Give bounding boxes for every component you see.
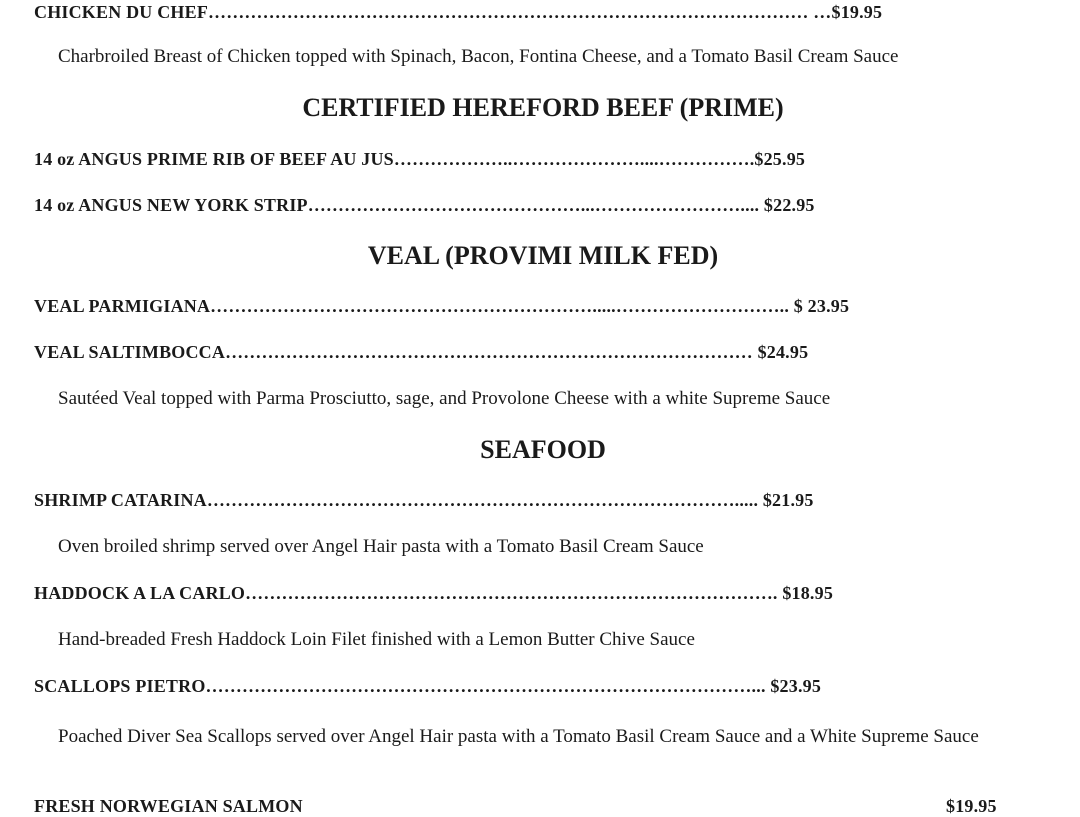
menu-item-description: Sautéed Veal topped with Parma Prosciutto, sage, and Provolone Cheese with a white Supreme Sauce bbox=[58, 388, 831, 409]
menu-item-salmon-price: $19.95 bbox=[946, 796, 997, 816]
menu-item-veal-parmigiana: VEAL PARMIGIANA……………………………………………………….....……………………….. $ 23.95 bbox=[34, 296, 850, 316]
menu-item-salmon: FRESH NORWEGIAN SALMON bbox=[34, 796, 303, 816]
menu-item-description: Charbroiled Breast of Chicken topped with Spinach, Bacon, Fontina Cheese, and a Tomato Basil Cream Sauce bbox=[58, 46, 899, 67]
section-heading-veal: VEAL (PROVIMI MILK FED) bbox=[367, 241, 719, 270]
menu-item-description: Oven broiled shrimp served over Angel Hair pasta with a Tomato Basil Cream Sauce bbox=[58, 536, 704, 557]
menu-item-new-york-strip: 14 oz ANGUS NEW YORK STRIP………………………………………...…………………….... $22.95 bbox=[34, 195, 815, 215]
menu-item-shrimp-catarina: SHRIMP CATARINA……………………………………………………………………………..... $21.95 bbox=[34, 490, 814, 510]
menu-item-chicken-du-chef: CHICKEN DU CHEF……………………………………………………………………………………… …$19.95 bbox=[34, 2, 883, 22]
menu-item-description: Poached Diver Sea Scallops served over Angel Hair pasta with a Tomato Basil Cream Sauce and a White Supreme Sauce bbox=[58, 726, 979, 747]
menu-item-veal-saltimbocca: VEAL SALTIMBOCCA…………………………………………………………………………… $24.95 bbox=[34, 342, 809, 362]
menu-item-prime-rib: 14 oz ANGUS PRIME RIB OF BEEF AU JUS………………..…………………....…………….$25.95 bbox=[34, 149, 806, 169]
section-heading-hereford-beef: CERTIFIED HEREFORD BEEF (PRIME) bbox=[302, 93, 784, 122]
section-heading-seafood: SEAFOOD bbox=[480, 435, 606, 464]
menu-item-description: Hand-breaded Fresh Haddock Loin Filet finished with a Lemon Butter Chive Sauce bbox=[58, 629, 695, 650]
menu-item-haddock: HADDOCK A LA CARLO……………………………………………………………………………. $18.95 bbox=[34, 583, 834, 603]
menu-item-scallops-pietro: SCALLOPS PIETRO………………………………………………………………………………... $23.95 bbox=[34, 676, 822, 696]
